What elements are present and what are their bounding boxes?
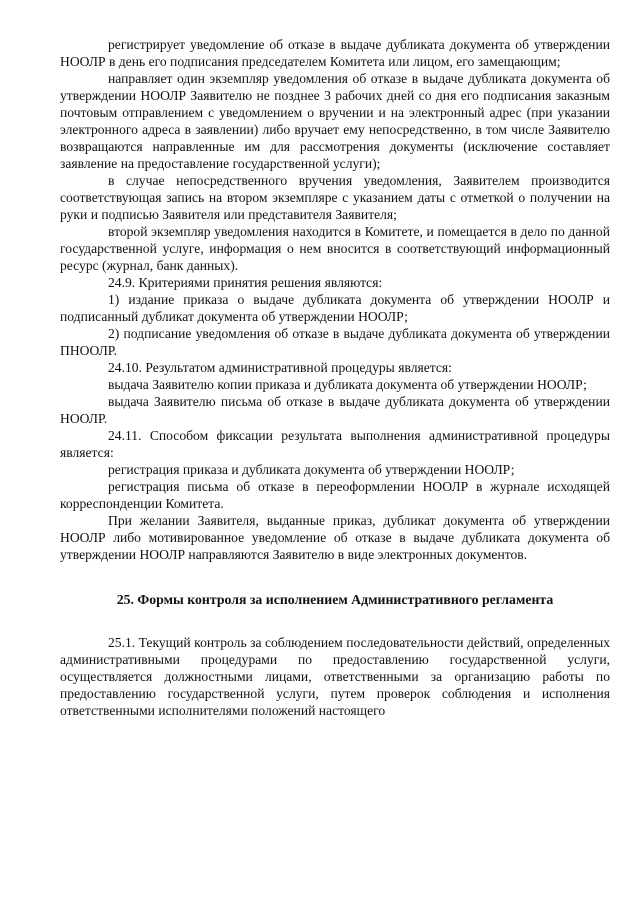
paragraph: 24.11. Способом фиксации результата выполнения административной процедуры является:	[60, 428, 610, 460]
paragraph: 25.1. Текущий контроль за соблюдением последовательности действий, определенных административными процедурами по предоставлению государственной услуги, осуществляется должностными лицами, ответственными за организацию работы по предоставлению государственной услуги, путем проверок соблюдения и исполнения ответственными исполнителями положений настоящего	[60, 635, 610, 718]
paragraph: регистрация письма об отказе в переоформлении НООЛР в журнале исходящей корреспонденции Комитета.	[60, 479, 610, 511]
paragraph: направляет один экземпляр уведомления об отказе в выдаче дубликата документа об утверждении НООЛР Заявителю не позднее 3 рабочих дней со дня его подписания заказным почтовым отправлением с уведомлением о вручении и на электронный адрес (при указании электронного адреса в заявлении) либо вручает ему непосредственно, в том числе Заявителю возвращаются направленные им для рассмотрения документы (исключение составляет заявление на предоставление государственной услуги);	[60, 71, 610, 171]
paragraph: 1) издание приказа о выдаче дубликата документа об утверждении НООЛР и подписанный дубликат документа об утверждении НООЛР;	[60, 292, 610, 324]
paragraph: второй экземпляр уведомления находится в Комитете, и помещается в дело по данной государственной услуге, информация о нем вносится в соответствующий информационный ресурс (журнал, банк данных).	[60, 224, 610, 273]
paragraph: регистрирует уведомление об отказе в выдаче дубликата документа об утверждении НООЛР в день его подписания председателем Комитета или лицом, его замещающим;	[60, 37, 610, 69]
section-heading: 25. Формы контроля за исполнением Административного регламента	[116, 592, 554, 607]
paragraph: 2) подписание уведомления об отказе в выдаче дубликата документа об утверждении ПНООЛР.	[60, 326, 610, 358]
paragraph: выдача Заявителю письма об отказе в выдаче дубликата документа об утверждении НООЛР.	[60, 394, 610, 426]
paragraph: 24.10. Результатом административной процедуры является:	[108, 360, 452, 375]
document-page	[60, 36, 610, 719]
paragraph: в случае непосредственного вручения уведомления, Заявителем производится соответствующая запись на втором экземпляре с указанием даты с отметкой о получении на руки и подписью Заявителя или представителя Заявителя;	[60, 173, 610, 222]
paragraph: 24.9. Критериями принятия решения являются:	[108, 275, 383, 290]
paragraph: При желании Заявителя, выданные приказ, дубликат документа об утверждении НООЛР либо мотивированное уведомление об отказе в выдаче дубликата документа об утверждении НООЛР направляются Заявителю в виде электронных документов.	[60, 513, 610, 562]
paragraph: выдача Заявителю копии приказа и дубликата документа об утверждении НООЛР;	[108, 377, 587, 392]
paragraph: регистрация приказа и дубликата документа об утверждении НООЛР;	[108, 462, 515, 477]
